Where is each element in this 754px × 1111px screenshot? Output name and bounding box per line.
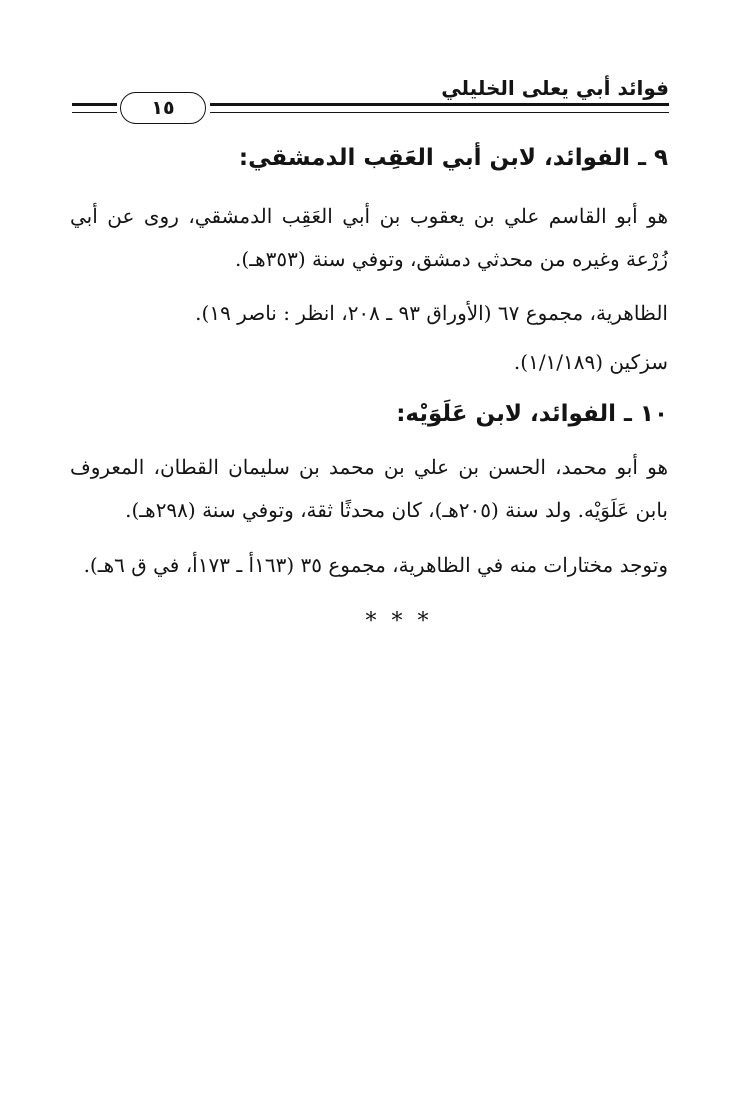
running-title: فوائد أبي يعلى الخليلي [441,76,669,100]
entry-10-biography: هو أبو محمد، الحسن بن علي بن محمد بن سليمان القطان، المعروف بابن عَلَوَيْه. ولد سنة (٢٠٥هـ)، كان محدثًا ثقة، وتوفي سنة (٢٩٨هـ). [70,455,668,522]
page-number-badge [120,92,206,124]
entry-heading-9: ٩ ـ الفوائد، لابن أبي العَقِب الدمشقي: [238,145,668,171]
entry-9-manuscript-location: الظاهرية، مجموع ٦٧ (الأوراق ٩٣ ـ ٢٠٨، انظر : ناصر ١٩). [195,301,668,325]
entry-9-reference: سزكين (١/١/١٨٩). [513,350,668,374]
entry-9-biography: هو أبو القاسم علي بن يعقوب بن أبي العَقِب الدمشقي، روى عن أبي زُرْعة وغيره من محدثي دمشق، وتوفي سنة (٣٥٣هـ). [70,204,668,271]
entry-10-manuscript-location: وتوجد مختارات منه في الظاهرية، مجموع ٣٥ (١٦٣أ ـ ١٧٣أ، في ق ٦هـ). [83,553,668,577]
section-separator: * * * [365,609,433,634]
page-body [70,138,668,637]
entry-heading-10: ١٠ ـ الفوائد، لابن عَلَوَيْه: [396,401,668,427]
page-number: ١٥ [151,97,175,119]
header-rule-right [210,103,669,113]
header-rule-left [72,103,117,113]
